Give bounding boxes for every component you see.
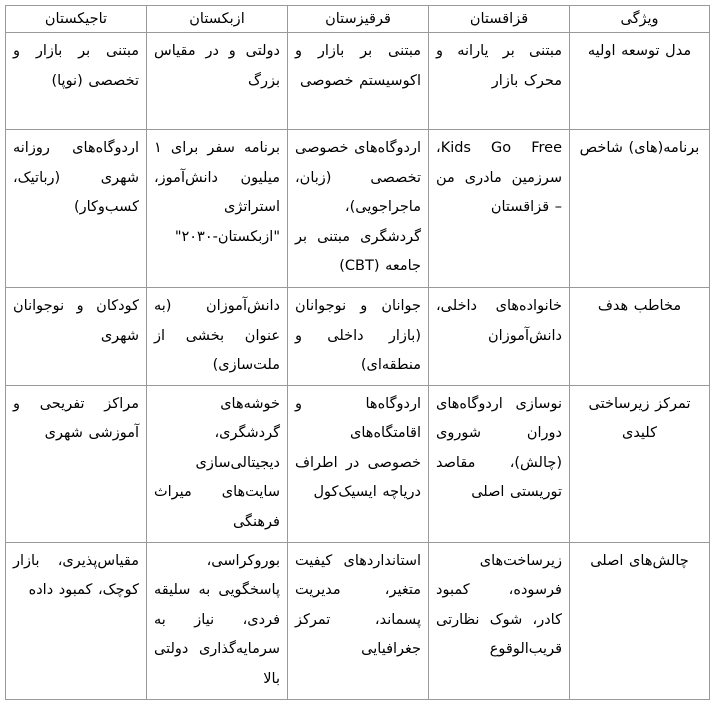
header-uzbekistan: ازبکستان xyxy=(147,6,288,33)
header-kazakhstan: قزاقستان xyxy=(429,6,570,33)
cell-kyrgyzstan: جوانان و نوجوانان (بازار داخلی و منطقه‌ای) xyxy=(288,288,429,386)
table-row xyxy=(6,542,710,699)
cell-uzbekistan: دولتی و در مقیاس بزرگ xyxy=(147,33,288,130)
row-label-infrastructure-focus: تمرکز زیرساختی کلیدی xyxy=(570,385,710,542)
cell-kazakhstan: Kids Go Free، سرزمین مادری من – قزاقستان xyxy=(429,130,570,288)
cell-uzbekistan: برنامه سفر برای ۱ میلیون دانش‌آموز، استراتژی "ازبکستان-۲۰۳۰" xyxy=(147,130,288,288)
table-row xyxy=(6,288,710,386)
cell-kyrgyzstan: اردوگاه‌های خصوصی تخصصی (زبان، ماجراجویی)، گردشگری مبتنی بر جامعه (CBT) xyxy=(288,130,429,288)
cell-kyrgyzstan: استانداردهای کیفیت متغیر، مدیریت پسماند، تمرکز جغرافیایی xyxy=(288,542,429,699)
table-row xyxy=(6,385,710,542)
comparison-table xyxy=(5,5,710,700)
cell-tajikistan: مبتنی بر بازار و تخصصی (نوپا) xyxy=(6,33,147,130)
cell-kazakhstan: نوسازی اردوگاه‌های دوران شوروی (چالش)، مقاصد توریستی اصلی xyxy=(429,385,570,542)
row-label-initial-development-model: مدل توسعه اولیه xyxy=(570,33,710,130)
table-row xyxy=(6,33,710,130)
cell-kazakhstan: خانواده‌های داخلی، دانش‌آموزان xyxy=(429,288,570,386)
comparison-table-container xyxy=(5,5,709,700)
cell-kazakhstan: مبتنی بر یارانه و محرک بازار xyxy=(429,33,570,130)
table-row xyxy=(6,130,710,288)
row-label-main-challenges: چالش‌های اصلی xyxy=(570,542,710,699)
cell-kyrgyzstan: اردوگاه‌ها و اقامتگاه‌های خصوصی در اطراف دریاچه ایسیک‌کول xyxy=(288,385,429,542)
cell-tajikistan: مقیاس‌پذیری، بازار کوچک، کمبود داده xyxy=(6,542,147,699)
cell-kazakhstan: زیرساخت‌های فرسوده، کمبود کادر، شوک نظارتی قریب‌الوقوع xyxy=(429,542,570,699)
cell-kyrgyzstan: مبتنی بر بازار و اکوسیستم خصوصی xyxy=(288,33,429,130)
cell-tajikistan: کودکان و نوجوانان شهری xyxy=(6,288,147,386)
cell-uzbekistan: بوروکراسی، پاسخگویی به سلیقه فردی، نیاز به سرمایه‌گذاری دولتی بالا xyxy=(147,542,288,699)
header-kyrgyzstan: قرقیزستان xyxy=(288,6,429,33)
cell-tajikistan: اردوگاه‌های روزانه شهری (رباتیک، کسب‌وکار) xyxy=(6,130,147,288)
header-feature: ویژگی xyxy=(570,6,710,33)
row-label-target-audience: مخاطب هدف xyxy=(570,288,710,386)
header-row xyxy=(6,6,710,33)
cell-uzbekistan: دانش‌آموزان (به عنوان بخشی از ملت‌سازی) xyxy=(147,288,288,386)
cell-uzbekistan: خوشه‌های گردشگری، دیجیتالی‌سازی سایت‌های میراث فرهنگی xyxy=(147,385,288,542)
header-tajikistan: تاجیکستان xyxy=(6,6,147,33)
cell-tajikistan: مراکز تفریحی و آموزشی شهری xyxy=(6,385,147,542)
row-label-flagship-programs: برنامه(های) شاخص xyxy=(570,130,710,288)
